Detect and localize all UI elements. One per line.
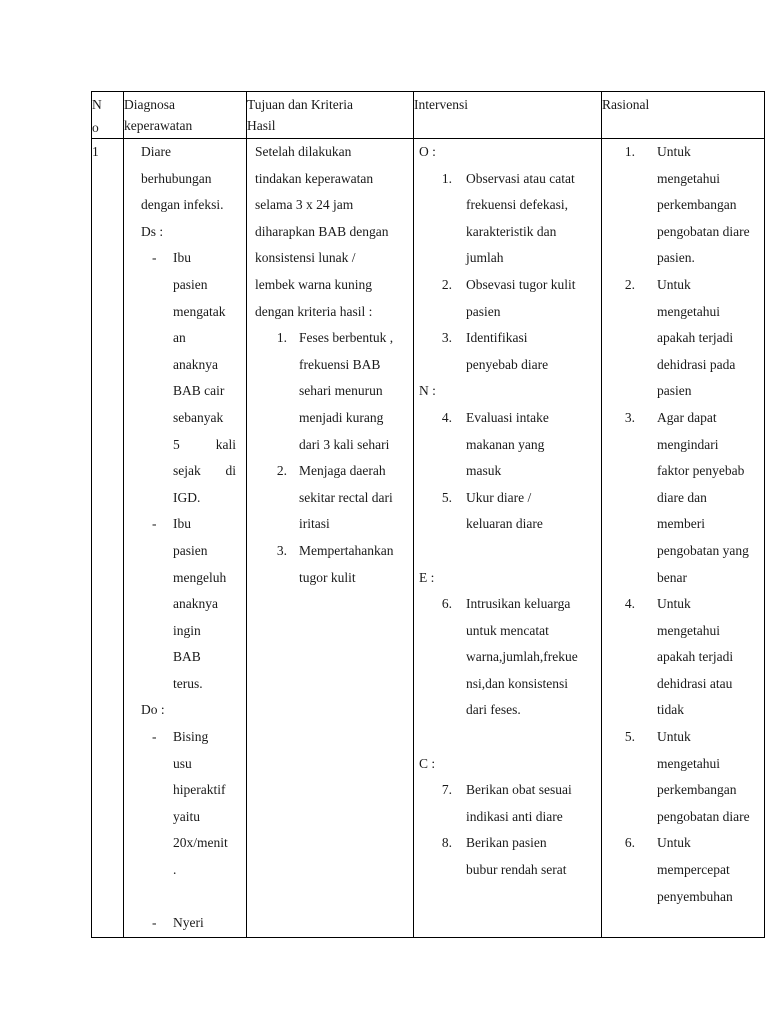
header-no: N o <box>92 92 124 139</box>
objective-item-text: usu <box>173 755 192 771</box>
outcome-criteria-item-text: menjadi kurang <box>299 409 384 425</box>
rationale-item-text: pengobatan yang <box>657 542 749 558</box>
subjective-item-text: terus. <box>173 675 203 691</box>
intervention-item-number: 4. <box>441 409 452 425</box>
rationale-item-text: mengetahui <box>657 755 720 771</box>
intervention-item-text: makanan yang <box>466 436 545 452</box>
subjective-item-word: 5 <box>173 436 180 452</box>
rationale-item-text: penyembuhan <box>657 888 733 904</box>
rationale-item-text: Untuk 4. <box>602 591 764 618</box>
intervention-item-number: 6. <box>441 596 452 612</box>
intervention-group-label: C : <box>419 755 436 771</box>
dash-bullet-icon: - <box>152 915 157 931</box>
objective-item-text: yaitu <box>173 808 200 824</box>
rationale-item-text: mengetahui <box>657 303 720 319</box>
subjective-item-text: pasien <box>173 542 208 558</box>
rationale-item-text: diare dan <box>657 489 707 505</box>
rationale-item-text: Untuk 6. <box>602 830 764 857</box>
intervention-item-text: frekuensi defekasi, <box>466 197 568 213</box>
goal-intro-text: Setelah dilakukan <box>255 144 352 159</box>
rationale-item-text: apakah terjadi <box>657 649 734 665</box>
rationale-item-text: Untuk 1. <box>602 139 764 166</box>
dash-bullet-icon: - <box>152 729 157 745</box>
rationale-item-text: benar <box>657 569 687 585</box>
subjective-item-word: kali <box>215 436 236 452</box>
diagnosis-title: dengan infeksi. <box>141 197 224 213</box>
intervention-item-text: pasien <box>466 303 501 319</box>
rationale-item-text: mempercepat <box>657 862 730 878</box>
intervention-item-text: nsi,dan konsistensi <box>466 675 569 691</box>
rationale-item-number: 4. <box>624 596 635 612</box>
intervention-item-text: dari feses. <box>466 702 521 718</box>
cell-no: 1 <box>92 139 124 938</box>
rationale-item-text: Untuk 5. <box>602 724 764 751</box>
subjective-item-text: BAB <box>173 649 201 665</box>
outcome-criteria-item-text: sehari menurun <box>299 383 383 399</box>
subjective-item-text <box>124 432 246 459</box>
subjective-item-text: mengatak <box>173 303 226 319</box>
subjective-item-text: anaknya <box>173 356 218 372</box>
goal-intro-text: lembek warna kuning <box>255 276 372 292</box>
rationale-item-text: dehidrasi pada <box>657 356 736 372</box>
cell-rasional <box>602 139 765 938</box>
intervention-item-text: Obsevasi tugor kulit 2. <box>414 272 601 299</box>
rationale-item-number: 5. <box>624 729 635 745</box>
rationale-item-text: Agar dapat 3. <box>602 405 764 432</box>
outcome-criteria-item-text: Feses berbentuk , 1. <box>247 325 413 352</box>
header-tujuan: Tujuan dan Kriteria Hasil <box>247 92 414 139</box>
header-intervensi: Intervensi <box>414 92 602 139</box>
cell-diagnosa <box>124 139 247 938</box>
rationale-item-number: 1. <box>624 144 635 159</box>
subjective-item-word: di <box>225 463 236 479</box>
intervention-item-number: 8. <box>441 835 452 851</box>
rationale-item-text: mengindari <box>657 436 719 452</box>
intervention-group-label: E : <box>419 569 435 585</box>
rationale-item-number: 2. <box>624 276 635 292</box>
rationale-item-text: memberi <box>657 516 705 532</box>
subjective-item-text: an <box>173 330 186 346</box>
intervention-item-text: Intrusikan keluarga 6. <box>414 591 601 618</box>
rationale-item-text: pengobatan diare <box>657 223 750 239</box>
subjective-data-label: Ds : <box>141 223 164 239</box>
goal-intro-text: konsistensi lunak / <box>255 250 356 266</box>
diagnosis-title: Diare <box>141 144 171 159</box>
subjective-item-text: BAB cair <box>173 383 225 399</box>
subjective-item-text: mengeluh <box>173 569 227 585</box>
table-header-row <box>92 92 765 139</box>
rationale-item-text: pengobatan diare <box>657 808 750 824</box>
outcome-criteria-item-number: 3. <box>276 542 287 558</box>
intervention-item-text: Observasi atau catat 1. <box>414 166 601 193</box>
goal-intro-text: selama 3 x 24 jam <box>255 197 354 213</box>
intervention-item-number: 5. <box>441 489 452 505</box>
cell-tujuan <box>247 139 414 938</box>
intervention-item-text: warna,jumlah,frekue <box>466 649 578 665</box>
intervention-item-text: Berikan pasien 8. <box>414 830 601 857</box>
intervention-item-text: bubur rendah serat <box>466 862 567 878</box>
intervention-item-text: jumlah <box>466 250 504 266</box>
outcome-criteria-item-text: Menjaga daerah 2. <box>247 458 413 485</box>
goal-intro-text: diharapkan BAB dengan <box>255 223 389 239</box>
intervention-item-text: Ukur diare / 5. <box>414 485 601 512</box>
intervention-item-text: masuk <box>466 463 502 479</box>
objective-item-text: 20x/menit <box>173 835 228 851</box>
rationale-item-number: 3. <box>624 409 635 425</box>
intervention-item-number: 7. <box>441 782 452 798</box>
rationale-item-text: Untuk 2. <box>602 272 764 299</box>
intervention-item-text: keluaran diare <box>466 516 543 532</box>
rationale-item-text: mengetahui <box>657 622 720 638</box>
subjective-item-text: ingin <box>173 622 201 638</box>
outcome-criteria-item-text: iritasi <box>299 516 330 532</box>
intervention-item-text: indikasi anti diare <box>466 808 563 824</box>
subjective-item-text: IGD. <box>173 489 201 505</box>
subjective-item-word: sejak <box>173 463 201 479</box>
intervention-item-text: karakteristik dan <box>466 223 557 239</box>
rationale-item-text: dehidrasi atau <box>657 675 733 691</box>
rationale-item-number: 6. <box>624 835 635 851</box>
objective-data-label: Do : <box>141 702 165 718</box>
intervention-item-number: 3. <box>441 330 452 346</box>
intervention-item-text: Evaluasi intake 4. <box>414 405 601 432</box>
outcome-criteria-item-text: dari 3 kali sehari <box>299 436 390 452</box>
rationale-item-text: pasien. <box>657 250 695 266</box>
rationale-item-text: tidak <box>657 702 684 718</box>
header-diagnosa: Diagnosa keperawatan <box>124 92 247 139</box>
subjective-item-text: anaknya <box>173 596 218 612</box>
outcome-criteria-item-text: frekuensi BAB <box>299 356 381 372</box>
intervention-item-text: Identifikasi 3. <box>414 325 601 352</box>
table-row <box>92 139 765 938</box>
dash-bullet-icon: - <box>152 250 157 266</box>
subjective-item-text: Ibu - <box>124 511 246 538</box>
rationale-item-text: mengetahui <box>657 170 720 186</box>
intervention-item-number: 1. <box>441 170 452 186</box>
intervention-item-text: penyebab diare <box>466 356 549 372</box>
goal-intro-text: tindakan keperawatan <box>255 170 374 186</box>
goal-intro-text: dengan kriteria hasil : <box>255 303 373 319</box>
subjective-item-text: Ibu - <box>124 245 246 272</box>
objective-item-text: hiperaktif <box>173 782 226 798</box>
intervention-item-text: untuk mencatat <box>466 622 549 638</box>
cell-intervensi <box>414 139 602 938</box>
intervention-group-label: O : <box>419 144 436 159</box>
subjective-item-text: sebanyak <box>173 409 224 425</box>
outcome-criteria-item-number: 1. <box>276 330 287 346</box>
rationale-item-text: pasien <box>657 383 692 399</box>
outcome-criteria-item-text: sekitar rectal dari <box>299 489 393 505</box>
rationale-item-text: perkembangan <box>657 197 737 213</box>
intervention-item-text: Berikan obat sesuai 7. <box>414 777 601 804</box>
outcome-criteria-item-text: Mempertahankan 3. <box>247 538 413 565</box>
objective-item-text: . <box>173 862 177 878</box>
intervention-group-label: N : <box>419 383 436 399</box>
outcome-criteria-item-text: tugor kulit <box>299 569 356 585</box>
intervention-item-number: 2. <box>441 276 452 292</box>
diagnosis-title: berhubungan <box>141 170 212 186</box>
nursing-care-plan-table <box>91 91 765 938</box>
subjective-item-text: pasien <box>173 276 208 292</box>
rationale-item-text: faktor penyebab <box>657 463 745 479</box>
dash-bullet-icon: - <box>152 516 157 532</box>
objective-item-text: Bising - <box>124 724 246 751</box>
rationale-item-text: apakah terjadi <box>657 330 734 346</box>
rationale-item-text: perkembangan <box>657 782 737 798</box>
outcome-criteria-item-number: 2. <box>276 463 287 479</box>
objective-item-text: Nyeri - <box>124 910 246 937</box>
header-rasional: Rasional <box>602 92 765 139</box>
subjective-item-text <box>124 458 246 485</box>
